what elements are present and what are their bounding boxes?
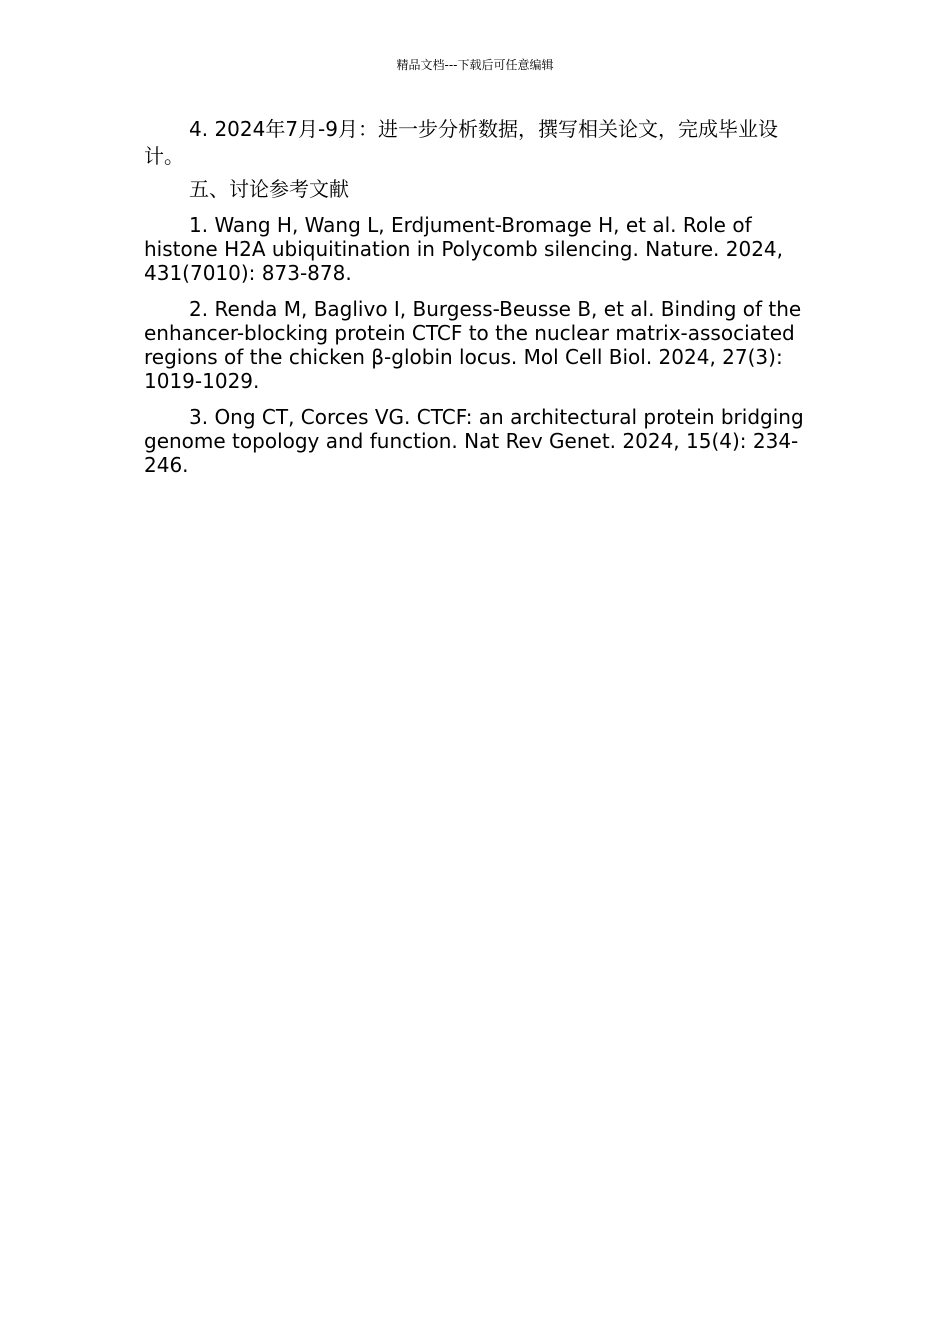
document-body (144, 116, 806, 489)
page-header: 精品文档---下载后可任意编辑 (396, 58, 554, 72)
section-heading: 五、讨论参考文献 (189, 177, 349, 201)
reference-item: 3. Ong CT, Corces VG. CTCF: an architectural protein bridging genome topology and function. Nat Rev Genet. 2024, 15(4): 234-246. (144, 405, 804, 477)
reference-item: 1. Wang H, Wang L, Erdjument-Bromage H, et al. Role of histone H2A ubiquitination in Polycomb silencing. Nature. 2024, 431(7010): 873-878. (144, 213, 784, 285)
reference-item: 2. Renda M, Baglivo I, Burgess-Beusse B, et al. Binding of the enhancer-blocking protein CTCF to the nuclear matrix-associated regions of the chicken β-globin locus. Mol Cell Biol. 2024, 27(3): 1019-1029. (144, 297, 802, 393)
schedule-item: 4. 2024年7月-9月：进一步分析数据，撰写相关论文，完成毕业设计。 (144, 117, 779, 168)
